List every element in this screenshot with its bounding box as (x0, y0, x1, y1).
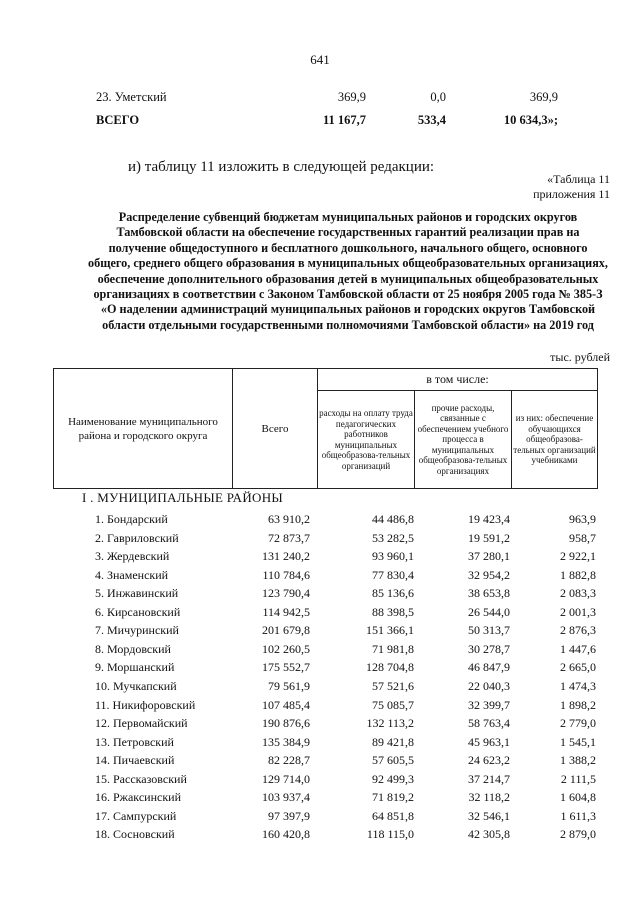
cell-c3: 1 882,8 (560, 567, 596, 582)
cell-c2: 37 280,1 (468, 549, 510, 564)
cell-c1: 92 499,3 (372, 771, 414, 786)
cell-c1: 53 282,5 (372, 530, 414, 545)
units-label: тыс. рублей (550, 350, 610, 364)
cell-c3: 2 779,0 (560, 716, 596, 731)
cell-c3: 2 001,3 (560, 604, 596, 619)
cell-c1: 118 115,0 (366, 827, 414, 842)
cell-total: 201 679,8 (262, 623, 310, 638)
cell-c1: 85 136,6 (372, 586, 414, 601)
cell-c2: 19 591,2 (468, 530, 510, 545)
prev-cell-total: 369,9 (337, 90, 366, 104)
cell-total: 135 384,9 (262, 734, 310, 749)
cell-name: 16. Ржаксинский (95, 790, 181, 805)
cell-total: 103 937,4 (262, 790, 310, 805)
section-title: I . МУНИЦИПАЛЬНЫЕ РАЙОНЫ (82, 490, 284, 505)
cell-c1: 75 085,7 (372, 697, 414, 712)
table-row (0, 660, 640, 678)
cell-total: 63 910,2 (268, 512, 310, 526)
table-row (0, 531, 640, 549)
cell-c2: 32 118,2 (468, 790, 510, 805)
cell-c2: 50 313,7 (468, 623, 510, 638)
table-row (0, 772, 640, 790)
cell-total: 131 240,2 (262, 549, 310, 564)
table-heading: Распределение субвенций бюджетам муниципальных районов и городских округов Тамбовской области на обеспечение государственных гарантий реализации прав на получение общедоступного и бесплатного дошкольного, начального общего, основного общего, среднего общего образования в муниципальных общеобразовательных организациях, обеспечение дополнительного образования детей в муниципальных общеобразовательных организациях в соответствии с Законом Тамбовской области от 25 ноября 2005 года № 385-З «О наделении администраций муниципальных районов и городских округов Тамбовской области отдельными государственными полномочиями Тамбовской области» на 2019 год (88, 210, 608, 332)
cell-c2: 19 423,4 (468, 512, 510, 526)
table-header (53, 368, 598, 489)
prev-cell-mid: 0,0 (430, 90, 446, 104)
cell-c3: 1 447,6 (560, 641, 596, 656)
table-row (0, 623, 640, 641)
prev-cell-last: 369,9 (529, 90, 558, 104)
cell-c2: 42 305,8 (468, 827, 510, 842)
cell-name: 11. Никифоровский (95, 697, 196, 712)
table-row (0, 679, 640, 697)
header-col-textbooks: из них: обеспечение обучающихся общеобразова-тельных организаций учебниками (512, 391, 598, 489)
table-row (0, 698, 640, 716)
cell-c1: 71 981,8 (372, 641, 414, 656)
cell-c1: 57 605,5 (372, 753, 414, 768)
cell-name: 9. Моршанский (95, 660, 175, 675)
cell-name: 1. Бондарский (95, 512, 168, 526)
table-row (0, 790, 640, 808)
cell-c1: 57 521,6 (372, 678, 414, 693)
page-number: 641 (310, 52, 330, 67)
cell-c3: 1 898,2 (560, 697, 596, 712)
cell-total: 72 873,7 (268, 530, 310, 545)
cell-c1: 93 960,1 (372, 549, 414, 564)
cell-c3: 2 665,0 (560, 660, 596, 675)
cell-total: 160 420,8 (262, 827, 310, 842)
cell-c1: 77 830,4 (372, 567, 414, 582)
cell-name: 6. Кирсановский (95, 604, 181, 619)
table-row (0, 809, 640, 827)
cell-c3: 2 083,3 (560, 586, 596, 601)
header-including: в том числе: (318, 369, 598, 391)
cell-c1: 71 819,2 (372, 790, 414, 805)
prev-cell-mid: 533,4 (417, 113, 446, 127)
table-row (0, 716, 640, 734)
prev-row (0, 113, 640, 131)
cell-name: 10. Мучкапский (95, 678, 177, 693)
cell-total: 102 260,5 (262, 641, 310, 656)
header-col-other: прочие расходы, связанные с обеспечением учебного процесса в муниципальных общеобразова-тельных организациях (415, 391, 512, 489)
cell-c3: 2 111,5 (560, 771, 596, 786)
cell-total: 175 552,7 (262, 660, 310, 675)
header-col-salary: расходы на оплату труда педагогических работников муниципальных общеобразова-тельных организаций (318, 391, 415, 489)
prev-cell-total: 11 167,7 (322, 113, 366, 127)
cell-total: 97 397,9 (268, 808, 310, 823)
cell-c3: 2 876,3 (560, 623, 596, 638)
header-name: Наименование муниципального района и городского округа (54, 369, 233, 489)
cell-name: 7. Мичуринский (95, 623, 179, 638)
cell-c1: 128 704,8 (366, 660, 414, 675)
cell-c1: 132 113,2 (366, 716, 414, 731)
cell-c2: 32 399,7 (468, 697, 510, 712)
cell-c2: 22 040,3 (468, 678, 510, 693)
cell-total: 82 228,7 (268, 753, 310, 768)
cell-c1: 89 421,8 (372, 734, 414, 749)
cell-total: 107 485,4 (262, 697, 310, 712)
cell-name: 14. Пичаевский (95, 753, 175, 768)
prev-cell-name: 23. Уметский (96, 90, 167, 104)
cell-c1: 64 851,8 (372, 808, 414, 823)
cell-name: 18. Сосновский (95, 827, 175, 842)
cell-total: 190 876,6 (262, 716, 310, 731)
cell-c3: 2 879,0 (560, 827, 596, 842)
cell-name: 17. Сампурский (95, 808, 177, 823)
cell-c2: 38 653,8 (468, 586, 510, 601)
prev-cell-name: ВСЕГО (96, 113, 140, 127)
cell-c2: 32 954,2 (468, 567, 510, 582)
table-reference (470, 172, 610, 202)
cell-c2: 46 847,9 (468, 660, 510, 675)
cell-c3: 958,7 (569, 530, 596, 545)
table-row (0, 735, 640, 753)
cell-total: 114 942,5 (262, 604, 310, 619)
cell-name: 13. Петровский (95, 734, 174, 749)
cell-c2: 37 214,7 (468, 771, 510, 786)
cell-c2: 58 763,4 (468, 716, 510, 731)
cell-name: 3. Жердевский (95, 549, 170, 564)
table-row (0, 586, 640, 604)
cell-c1: 44 486,8 (372, 512, 414, 526)
cell-c3: 1 604,8 (560, 790, 596, 805)
table-row (0, 605, 640, 623)
cell-name: 8. Мордовский (95, 641, 171, 656)
table-row (0, 642, 640, 660)
header-total: Всего (233, 369, 318, 489)
cell-name: 5. Инжавинский (95, 586, 179, 601)
cell-name: 4. Знаменский (95, 567, 169, 582)
prev-row (0, 90, 640, 108)
cell-c1: 88 398,5 (372, 604, 414, 619)
cell-c2: 24 623,2 (468, 753, 510, 768)
table-reference-line2: приложения 11 (533, 187, 610, 201)
prev-cell-last: 10 634,3»; (503, 113, 558, 127)
cell-total: 123 790,4 (262, 586, 310, 601)
cell-c3: 1 388,2 (560, 753, 596, 768)
cell-c2: 26 544,0 (468, 604, 510, 619)
cell-name: 12. Первомайский (95, 716, 188, 731)
cell-name: 2. Гавриловский (95, 530, 179, 545)
cell-c3: 963,9 (569, 512, 596, 526)
cell-total: 129 714,0 (262, 771, 310, 786)
table-row (0, 827, 640, 845)
cell-c2: 45 963,1 (468, 734, 510, 749)
cell-total: 79 561,9 (268, 678, 310, 693)
table-row (0, 512, 640, 530)
cell-c2: 30 278,7 (468, 641, 510, 656)
table-reference-line1: «Таблица 11 (547, 172, 610, 186)
cell-c3: 2 922,1 (560, 549, 596, 564)
table-row (0, 549, 640, 567)
table-row (0, 568, 640, 586)
cell-c3: 1 611,3 (560, 808, 596, 823)
cell-c2: 32 546,1 (468, 808, 510, 823)
amendment-instruction: и) таблицу 11 изложить в следующей редакции: (128, 159, 435, 175)
cell-total: 110 784,6 (262, 567, 310, 582)
cell-c3: 1 545,1 (560, 734, 596, 749)
cell-c1: 151 366,1 (366, 623, 414, 638)
table-row (0, 753, 640, 771)
cell-name: 15. Рассказовский (95, 771, 187, 786)
cell-c3: 1 474,3 (560, 678, 596, 693)
